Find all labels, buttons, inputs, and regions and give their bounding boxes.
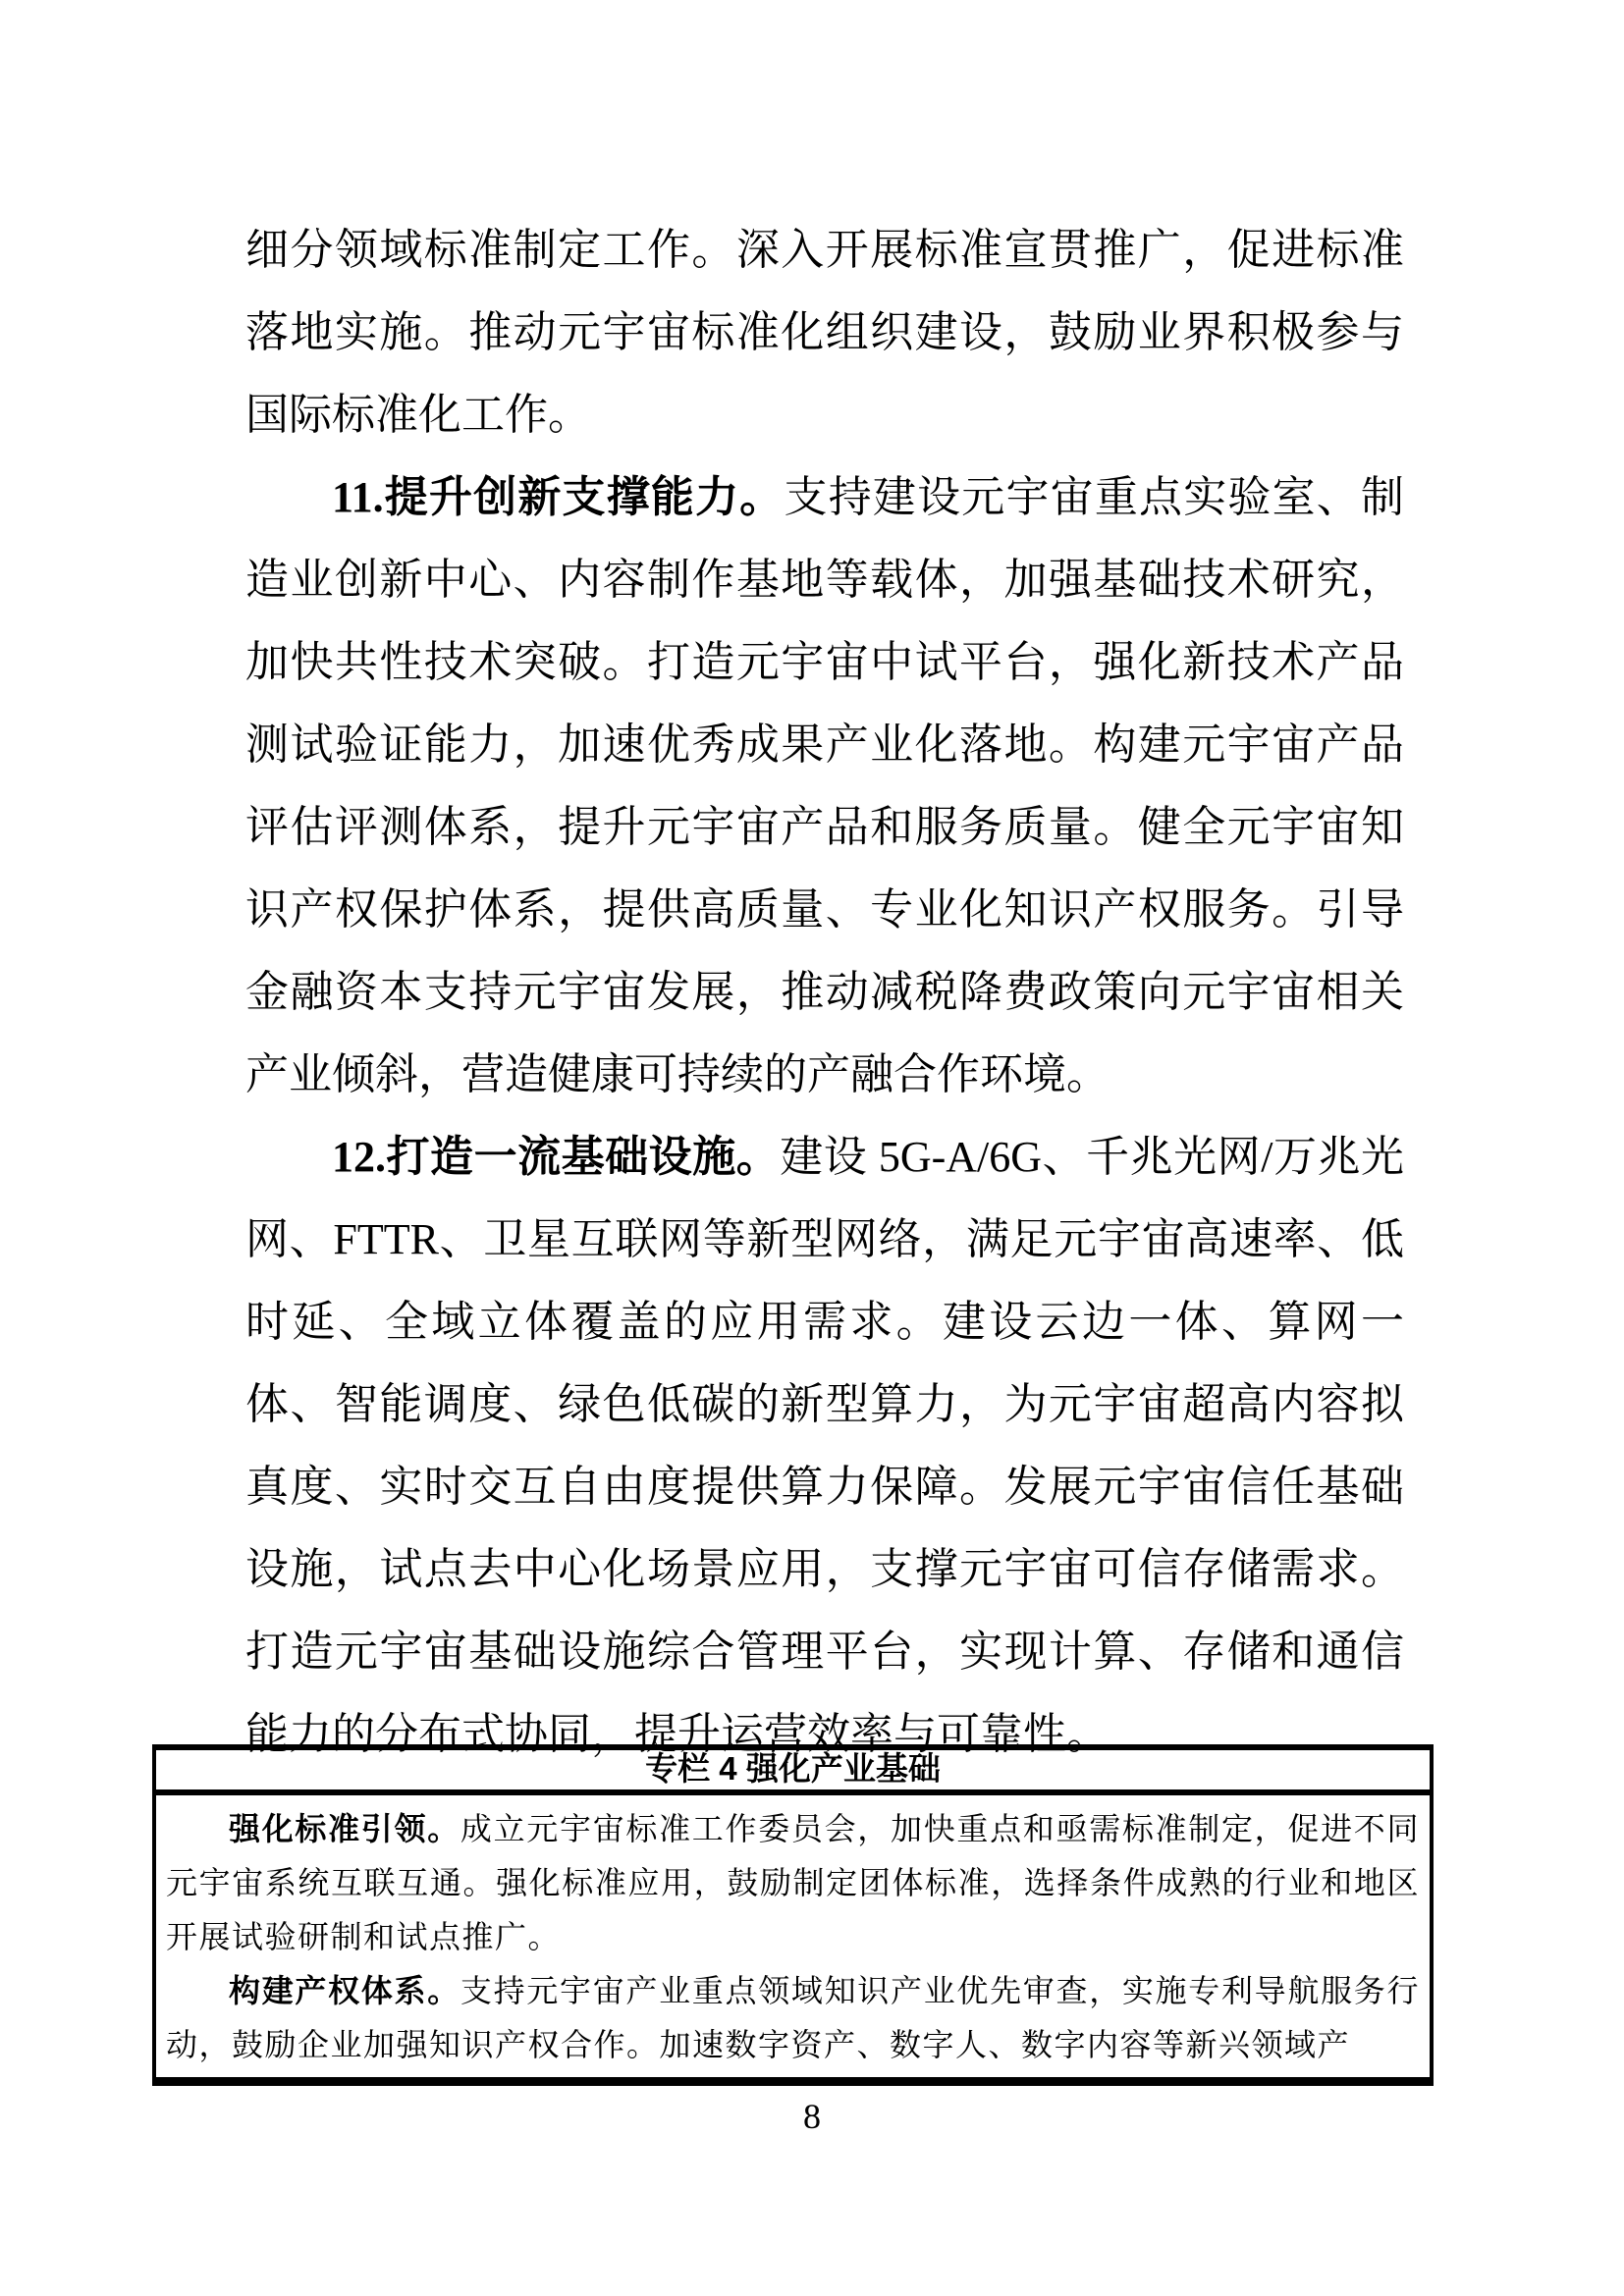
- paragraph-item-11: [245, 456, 1404, 1116]
- paragraph-text: 建设 5G-A/6G、千兆光网/万兆光网、FTTR、卫星互联网等新型网络，满足元宇宙高速率、低时延、全域立体覆盖的应用需求。建设云边一体、算网一体、智能调度、绿色低碳的新型算力，为元宇宙超高内容拟真度、实时交互自由度提供算力保障。发展元宇宙信任基础设施，试点去中心化场景应用，支撑元宇宙可信存储需求。打造元宇宙基础设施综合管理平台，实现计算、存储和通信能力的分布式协同，提升运营效率与可靠性。: [245, 1133, 1404, 1758]
- box-paragraph-text: 成立元宇宙标准工作委员会，加快重点和亟需标准制定，促进不同元宇宙系统互联互通。强化标准应用，鼓励制定团体标准，选择条件成熟的行业和地区开展试验研制和试点推广。: [166, 1811, 1420, 1954]
- paragraph-lead: 12.打造一流基础设施。: [332, 1133, 781, 1181]
- page-number: 8: [803, 2097, 821, 2136]
- box-paragraph-lead: 强化标准引领。: [229, 1811, 460, 1846]
- paragraph-text: 细分领域标准制定工作。深入开展标准宣贯推广，促进标准落地实施。推动元宇宙标准化组织建设，鼓励业界积极参与国际标准化工作。: [245, 226, 1404, 439]
- box-paragraph-text: 支持元宇宙产业重点领域知识产业优先审查，实施专利导航服务行动，鼓励企业加强知识产权合作。加速数字资产、数字人、数字内容等新兴领域产: [166, 1973, 1420, 2062]
- paragraph-text: 支持建设元宇宙重点实验室、制造业创新中心、内容制作基地等载体，加强基础技术研究，加快共性技术突破。打造元宇宙中试平台，强化新技术产品测试验证能力，加速优秀成果产业化落地。构建元宇宙产品评估评测体系，提升元宇宙产品和服务质量。健全元宇宙知识产权保护体系，提供高质量、专业化知识产权服务。引导金融资本支持元宇宙发展，推动减税降费政策向元宇宙相关产业倾斜，营造健康可持续的产融合作环境。: [245, 473, 1404, 1098]
- callout-box-column-4: [152, 1744, 1434, 2086]
- document-body: [245, 209, 1404, 1776]
- paragraph-continued: [245, 209, 1404, 456]
- paragraph-lead: 11.提升创新支撑能力。: [332, 473, 785, 521]
- callout-box-title: 专栏 4 强化产业基础: [156, 1750, 1430, 1795]
- paragraph-item-12: [245, 1116, 1404, 1776]
- box-paragraph-ip-system: [166, 1964, 1420, 2072]
- callout-box-body: [156, 1795, 1430, 2077]
- box-paragraph-lead: 构建产权体系。: [229, 1973, 460, 2008]
- box-paragraph-standards: [166, 1802, 1420, 1964]
